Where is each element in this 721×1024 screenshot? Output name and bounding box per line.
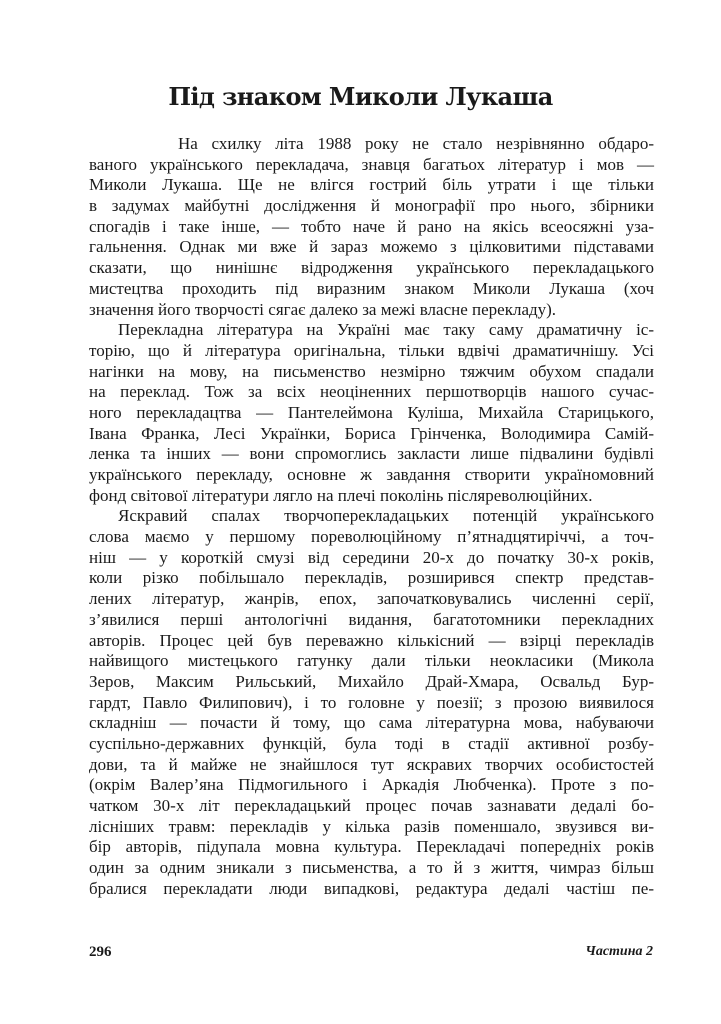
page-number: 296 xyxy=(89,944,112,960)
text-line: найвищого мистецького гатунку дали тільки неокласики (Микола xyxy=(89,651,654,671)
text-line: ного перекладацтва — Пантелеймона Куліша, Михайла Старицького, xyxy=(89,402,654,422)
paragraph-1 xyxy=(89,134,654,320)
text-line: Миколи Лукаша. Ще не влігся гострий біль утрати і ще тільки xyxy=(89,175,654,195)
text-line: авторів. Процес цей був переважно кількісний — взірці перекладів xyxy=(89,630,654,650)
text-line: гардт, Павло Филипович), і то головне у поезії; з прозою виявилося xyxy=(89,692,654,712)
text-line: слова маємо у першому пореволюційному п’ятнадцятиріччі, а точ- xyxy=(89,527,654,547)
text-line: лісніших травм: перекладів у кілька разів поменшало, звузився ви- xyxy=(89,816,654,836)
text-line: з’явилися перші антологічні видання, багатотомники перекладних xyxy=(89,609,654,629)
text-line: лених літератур, жанрів, епох, започатковувались численні серії, xyxy=(89,589,654,609)
text-line: в задумах майбутні дослідження й монографії про нього, збірники xyxy=(89,196,654,216)
text-line: На схилку літа 1988 року не стало незрівнянно обдаро- xyxy=(178,134,654,153)
body-text xyxy=(89,134,654,899)
text-line: сказати, що нинішнє відродження українського перекладацького xyxy=(89,258,654,278)
text-line: один за одним зникали з письменства, а то й з життя, чимраз більш xyxy=(89,858,654,878)
text-line: фонд світової літератури лягло на плечі поколінь післяреволюційних. xyxy=(89,485,593,505)
section-label: Частина 2 xyxy=(585,944,653,959)
text-line: нагінки на мову, на письменство незмірно тяжчим обухом спадали xyxy=(89,361,654,381)
text-line: Перекладна література на Україні має таку саму драматичну іс- xyxy=(118,320,654,340)
text-line: дови, та й майже не знайшлося тут яскравих творчих особистостей xyxy=(89,754,654,774)
paragraph-2 xyxy=(89,320,654,506)
text-line: значення його творчості сягає далеко за межі власне перекладу). xyxy=(89,299,557,319)
page-title: Під знаком Миколи Лукаша xyxy=(168,82,553,111)
text-line: Зеров, Максим Рильський, Михайло Драй-Хмара, Освальд Бур- xyxy=(89,671,654,691)
text-line: Івана Франка, Лесі Українки, Бориса Грінченка, Володимира Самій- xyxy=(89,423,654,443)
text-line: гальнення. Однак ми вже й зараз можемо з цілковитими підставами xyxy=(89,237,654,257)
text-line: чатком 30-х літ перекладацький процес почав зазнавати дедалі бо- xyxy=(89,796,654,815)
text-line: (окрім Валер’яна Підмогильного і Аркадія Любченка). Проте з по- xyxy=(89,775,654,795)
text-line: ленка та інших — вони спромоглись закласти лише підвалини будівлі xyxy=(89,444,654,464)
text-line: бір авторів, підупала мовна культура. Перекладачі попередніх років xyxy=(89,837,654,857)
text-line: українського перекладу, основне ж завдання створити україномовний xyxy=(89,465,654,484)
text-line: спогадів і таке інше, — тобто наче й рано на якісь всеосяжні уза- xyxy=(89,216,654,236)
text-line: складніш — почасти й тому, що сама літературна мова, набуваючи xyxy=(89,713,654,733)
text-line: суспільно-державних функцій, була тоді в стадії активної розбу- xyxy=(89,733,654,753)
text-line: ваного українського перекладача, знавця багатьох літератур і мов — xyxy=(89,154,654,174)
text-line: на переклад. Тож за всіх неоціненних першотворців нашого сучас- xyxy=(89,382,654,402)
text-line: Яскравий спалах творчоперекладацьких потенцій українського xyxy=(118,506,654,526)
text-line: торію, що й література оригінальна, тільки вдвічі драматичнішу. Усі xyxy=(89,340,654,360)
text-line: мистецтва проходить під виразним знаком Миколи Лукаша (хоч xyxy=(89,278,654,298)
text-line: бралися перекладати люди випадкові, редактура дедалі частіш пе- xyxy=(89,878,654,898)
text-line: ніш — у короткій смузі від середини 20-х до початку 30-х років, xyxy=(89,547,654,567)
paragraph-3 xyxy=(89,506,654,899)
text-line: коли різко побільшало перекладів, розширився спектр представ- xyxy=(89,568,654,588)
